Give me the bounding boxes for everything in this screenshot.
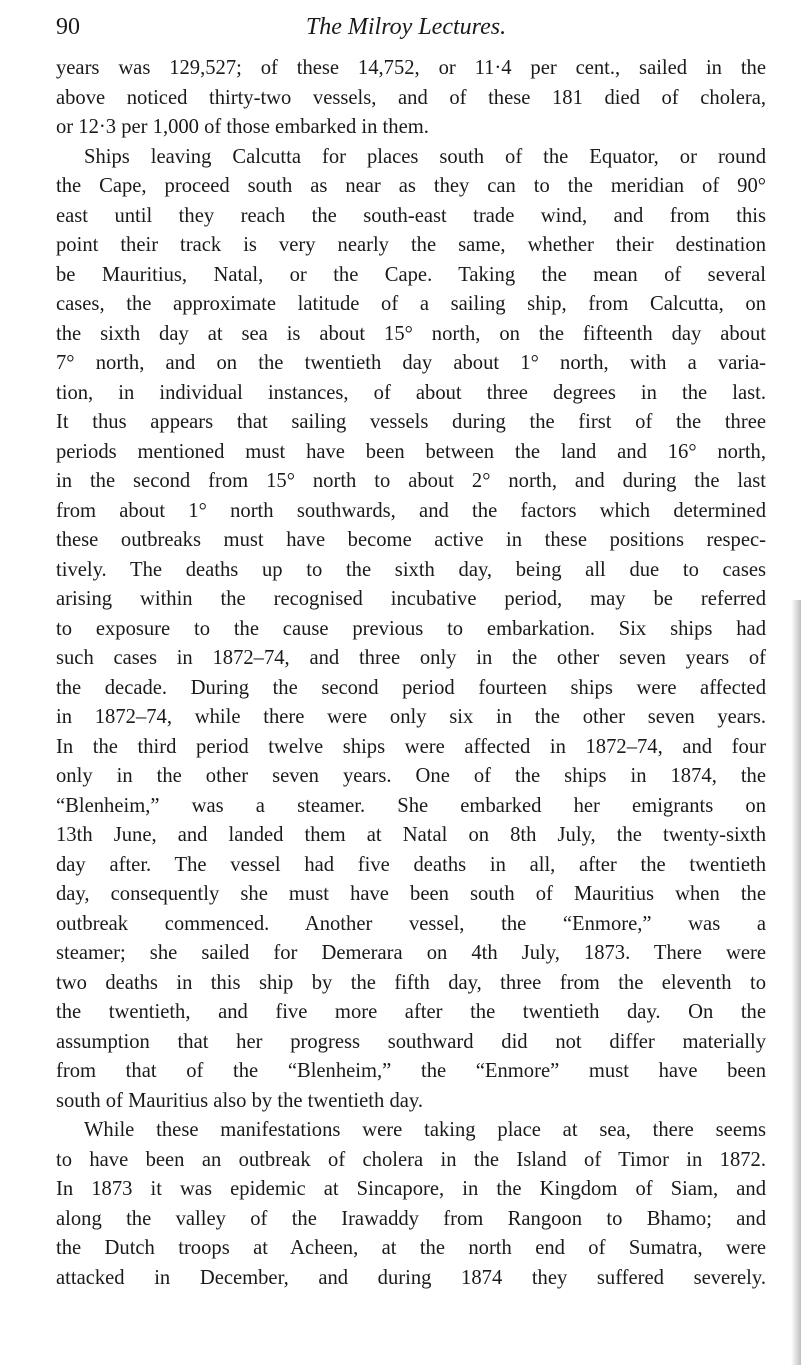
text-line: Ships leaving Calcutta for places south of the Equator, or round — [84, 145, 766, 168]
text-line: attacked in December, and during 1874 they suffered severely. — [56, 1266, 766, 1289]
text-line: arising within the recognised incubative period, may be referred — [56, 588, 766, 610]
running-title: The Milroy Lectures. — [305, 14, 507, 40]
text-line: in the second from 15° north to about 2° north, and during the last — [56, 470, 766, 492]
text-line: “Blenheim,” was a steamer. She embarked her emigrants on — [56, 794, 766, 817]
text-line: along the valley of the Irawaddy from Rangoon to Bhamo; and — [56, 1207, 766, 1230]
text-line: to have been an outbreak of cholera in the Island of Timor in 1872. — [56, 1148, 766, 1171]
text-line: only in the other seven years. One of the ships in 1874, the — [56, 765, 766, 787]
text-line: 7° north, and on the twentieth day about 1° north, with a varia- — [56, 352, 766, 374]
text-line: above noticed thirty-two vessels, and of these 181 died of cholera, — [56, 86, 766, 109]
text-line: two deaths in this ship by the fifth day, three from the eleventh to — [56, 971, 766, 994]
page-edge-shadow — [791, 600, 801, 1365]
text-line: the Cape, proceed south as near as they can to the meridian of 90° — [56, 175, 766, 197]
text-line: the twentieth, and five more after the twentieth day. On the — [56, 1001, 766, 1023]
text-line: be Mauritius, Natal, or the Cape. Taking the mean of several — [56, 263, 766, 286]
text-line: assumption that her progress southward did not differ materially — [56, 1030, 766, 1053]
text-line: east until they reach the south-east trade wind, and from this — [56, 204, 766, 227]
text-line: the Dutch troops at Acheen, at the north end of Sumatra, were — [56, 1237, 766, 1259]
text-line: the decade. During the second period fourteen ships were affected — [56, 676, 766, 699]
text-line: to exposure to the cause previous to embarkation. Six ships had — [56, 617, 766, 640]
text-line: outbreak commenced. Another vessel, the “Enmore,” was a — [56, 912, 766, 935]
text-line: point their track is very nearly the same, whether their destination — [56, 234, 766, 256]
page-header — [56, 14, 756, 44]
text-line: cases, the approximate latitude of a sailing ship, from Calcutta, on — [56, 293, 766, 315]
body-text — [56, 54, 766, 1293]
text-line: In 1873 it was epidemic at Sincapore, in the Kingdom of Siam, and — [56, 1178, 766, 1200]
text-line: day after. The vessel had five deaths in all, after the twentieth — [56, 853, 766, 876]
text-line: tion, in individual instances, of about three degrees in the last. — [56, 381, 766, 404]
text-line: in 1872–74, while there were only six in the other seven years. — [56, 706, 766, 728]
text-line: the sixth day at sea is about 15° north, on the fifteenth day about — [56, 322, 766, 345]
text-line: day, consequently she must have been south of Mauritius when the — [56, 883, 766, 905]
text-line: 13th June, and landed them at Natal on 8th July, the twenty-sixth — [56, 824, 766, 846]
text-line: such cases in 1872–74, and three only in the other seven years of — [56, 647, 766, 669]
text-line: south of Mauritius also by the twentieth day. — [56, 1089, 424, 1112]
text-line: It thus appears that sailing vessels during the first of the three — [56, 411, 766, 433]
text-line: or 12·3 per 1,000 of those embarked in them. — [56, 116, 429, 138]
text-line: years was 129,527; of these 14,752, or 11·4 per cent., sailed in the — [56, 57, 766, 79]
text-line: from about 1° north southwards, and the factors which determined — [56, 499, 766, 522]
text-line: In the third period twelve ships were affected in 1872–74, and four — [56, 735, 766, 758]
text-line: steamer; she sailed for Demerara on 4th July, 1873. There were — [56, 942, 766, 964]
text-line: While these manifestations were taking place at sea, there seems — [84, 1119, 766, 1141]
text-line: from that of the “Blenheim,” the “Enmore” must have been — [56, 1060, 766, 1082]
text-line: these outbreaks must have become active in these positions respec- — [56, 529, 766, 551]
text-line: periods mentioned must have been between the land and 16° north, — [56, 440, 766, 463]
page-number: 90 — [56, 14, 80, 40]
text-line: tively. The deaths up to the sixth day, being all due to cases — [56, 558, 766, 581]
